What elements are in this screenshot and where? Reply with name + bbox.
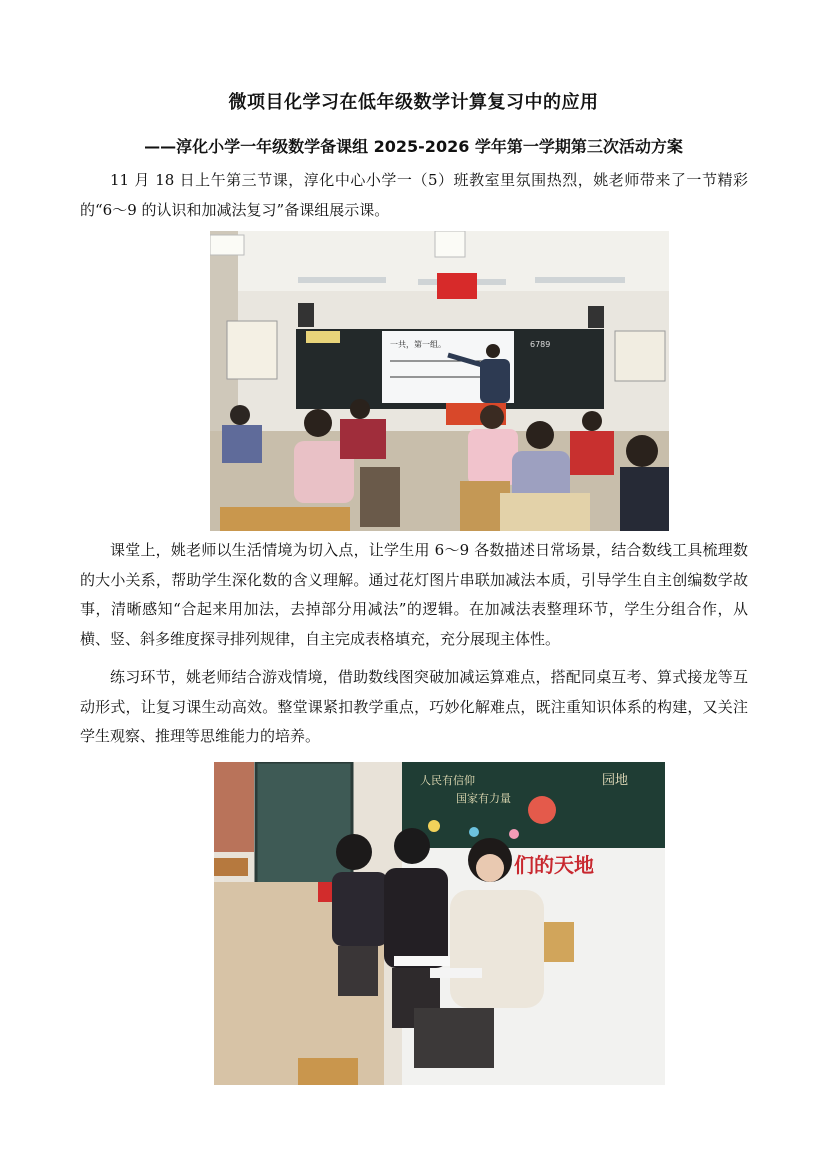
board-text-1: 人民有信仰 (420, 774, 475, 787)
board-number: 6789 (530, 340, 551, 349)
wall-red-text: 们的天地 (514, 853, 594, 877)
paragraph-lesson: 课堂上，姚老师以生活情境为切入点，让学生用 6～9 各数描述日常场景，结合数线工具梳理数的大小关系，帮助学生深化数的含义理解。通过花灯图片串联加减法本质，引导学生自主创编数学故事，清晰感知“合起来用加法，去掉部分用减法”的逻辑。在加减法表整理环节，学生分组合作，从横、竖、斜多维度探寻排列规律，自主完成表格填充，充分展现主体性。 (80, 541, 748, 648)
document-subtitle: ——淳化小学一年级数学备课组 2025-2026 学年第一学期第三次活动方案 (144, 137, 683, 156)
board-corner-text: 园地 (602, 773, 629, 788)
document-title: 微项目化学习在低年级数学计算复习中的应用 (228, 92, 599, 113)
classroom-photo (210, 231, 669, 531)
paragraph-practice: 练习环节，姚老师结合游戏情境，借助数线图突破加减运算难点，搭配同桌互考、算式接龙等互动形式，让复习课生动高效。整堂课紧扣教学重点，巧妙化解难点，既注重知识体系的构建，又关注学生观察、推理等思维能力的培养。 (80, 668, 748, 745)
paragraph-intro: 11 月 18 日上午第三节课，淳化中心小学一（5）班教室里氛围热烈，姚老师带来了一节精彩的“6～9 的认识和加减法复习”备课组展示课。 (80, 171, 748, 219)
board-text-2: 国家有力量 (456, 792, 511, 805)
screen-text: 一共，第一组。 (390, 340, 446, 349)
teachers-observing-photo (214, 762, 665, 1085)
